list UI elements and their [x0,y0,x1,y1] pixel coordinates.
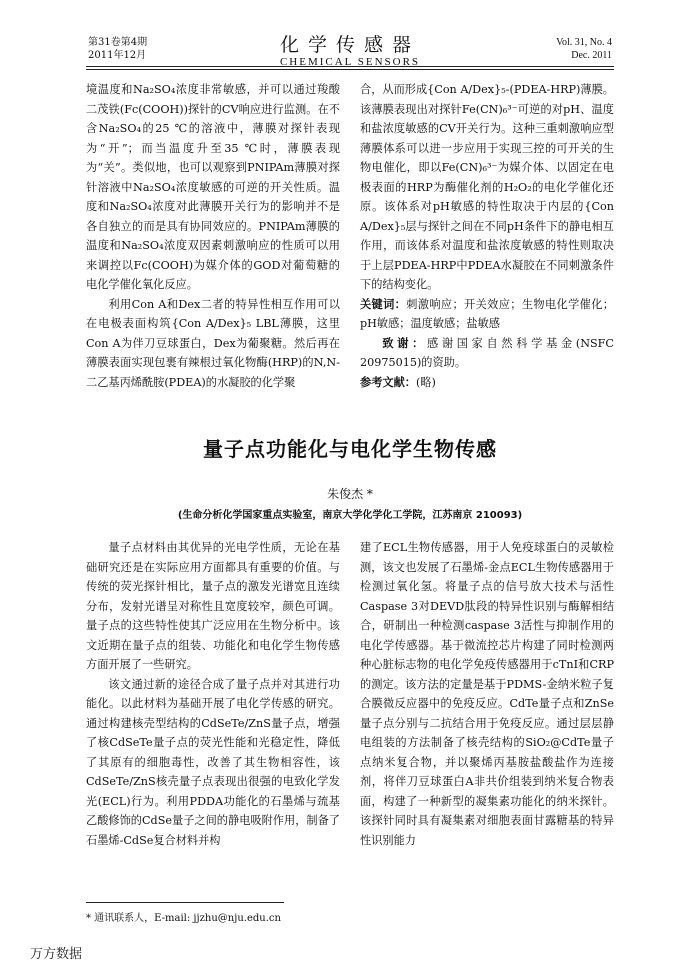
article-title: 量子点功能化与电化学生物传感 [203,437,497,461]
header-right [556,36,612,62]
article-paragraph: 量子点材料由其优异的光电学性质，无论在基础研究还是在实际应用方面都具有重要的价值。与传统的荧光探针相比，量子点的激发光谱宽且连续分布，发射光谱呈对称性且宽度较窄，颜色可调。量子点的这些特性使其广泛应用在生物分析中。该文近期在量子点的组装、功能化和电化学生物传感方面开展了一些研究。 [86,541,340,671]
volume-issue-en: Vol. 31, No. 4 [556,37,612,48]
references-text: (略) [415,375,436,389]
article-affiliation: (生命分析化学国家重点实验室，南京大学化学化工学院，江苏南京 210093) [177,510,523,521]
footnote-rule [86,902,284,903]
article-author: 朱俊杰 * [327,487,373,501]
watermark: 万方数据 [30,947,83,962]
ack-label: 致谢： [382,335,428,350]
prev-paragraph: 合，从而形成{Con A/Dex}₅-(PDEA-HRP)薄膜。该薄膜表现出对探针Fe(CN)₆³⁻可逆的对pH、温度和盐浓度敏感的CV开关行为。这种三重刺激响应型薄膜体系可以进一步应用于实现三控的可开关的生物电催化，即以Fe(CN)₆³⁻为媒介体、以固定在电极表面的HRP为酶催化剂的H₂O₂的电化学催化还原。该体系对pH敏感的特性取决于内层的{Con A/Dex}₅层与探针之间在不同pH条件下的静电相互作用，而该体系对温度和盐浓度敏感的特性则取决于上层PDEA-HRP中PDEA水凝胶在不同刺激条件下的结构变化。 [360,83,614,291]
article-right-column [360,538,614,850]
journal-title-en: CHEMICAL SENSORS [279,56,421,68]
ack-text: 感谢国家自然科学基金(NSFC 20975015)的资助。 [360,336,614,369]
prev-paragraph: 利用Con A和Dex二者的特异性相互作用可以在电极表面构筑{Con A/Dex}₅ LBL薄膜，这里Con A为伴刀豆球蛋白，Dex为葡聚糖。然后再在薄膜表面实现包裹有辣根过氧化物酶(HRP)的N,N-二乙基丙烯酰胺(PDEA)的水凝胶的化学聚 [86,297,340,389]
date-cn: 2011年12月 [88,50,147,61]
keywords-text: 刺激响应；开关效应；生物电化学催化；pH敏感；温度敏感；盐敏感 [360,297,614,330]
article-left-column [86,538,340,850]
footnote: * 通讯联系人，E-mail: jjzhu@nju.edu.cn [86,913,281,924]
volume-issue-cn: 第31卷第4期 [88,37,148,48]
prev-article-left-column [86,80,340,392]
article-paragraph: 建了ECL生物传感器，用于人免疫球蛋白的灵敏检测，该文也发展了石墨烯-金点ECL生物传感器用于检测过氧化氢。将量子点的信号放大技术与活性Caspase 3对DEVD肽段的特异性识别与酶解相结合，研制出一种检测caspase 3活性与抑制作用的电化学传感器。基于微流控芯片构建了同时检测两种心脏标志物的电化学免疫传感器用于cTnI和CRP的测定。该方法的定量是基于PDMS-金纳米粒子复合膜微反应器中的免疫反应。CdTe量子点和ZnSe量子点分别与二抗结合用于免疫反应。通过层层静电组装的方法制备了核壳结构的SiO₂@CdTe量子点纳米复合物，并以聚烯丙基胺盐酸盐作为连接剂，将伴刀豆球蛋白A非共价组装到纳米复合物表面，构建了一种新型的凝集素功能化的纳米探针。该探针同时具有凝集素对细胞表面甘露糖基的特异性识别能力 [360,541,614,847]
journal-title-cn: 化学传感器 [279,34,420,56]
date-en: Dec. 2011 [571,50,612,61]
header-rule [86,66,614,67]
header-rule-thin [86,69,614,70]
keywords [360,295,614,334]
prev-article-right-column [360,80,614,392]
prev-paragraph: 境温度和Na₂SO₄浓度非常敏感，并可以通过羧酸二茂铁(Fc(COOH))探针的CV响应进行监测。在不含Na₂SO₄的25 ℃的溶液中，薄膜对探针表现为“开”；而当温度升至35 ℃时，薄膜表现为“关”。类似地，也可以观察到PNIPAm薄膜对探针溶液中Na₂SO₄浓度敏感的可逆的开关性质。温度和Na₂SO₄浓度对此薄膜开关行为的影响并不是各自独立的而是具有协同效应的。PNIPAm薄膜的温度和Na₂SO₄浓度双因素刺激响应的性质可以用来调控以Fc(COOH)为媒介体的GOD对葡萄糖的电化学催化氧化反应。 [86,83,340,291]
article-paragraph: 该文通过新的途径合成了量子点并对其进行功能化。以此材料为基础开展了电化学传感的研究。通过构建核壳型结构的CdSeTe/ZnS量子点，增强了核CdSeTe量子点的荧光性能和光稳定性，降低了其原有的细胞毒性，改善了其生物相容性，该CdSeTe/ZnS核壳量子点表现出很强的电致化学发光(ECL)行为。利用PDDA功能化的石墨烯与巯基乙酸修饰的CdSe量子之间的静电吸附作用，制备了石墨烯-CdSe复合材料并构 [86,677,340,847]
keywords-label: 关键词： [360,296,407,311]
references-label: 参考文献： [360,374,416,389]
references [360,373,614,393]
acknowledgement [360,334,614,373]
